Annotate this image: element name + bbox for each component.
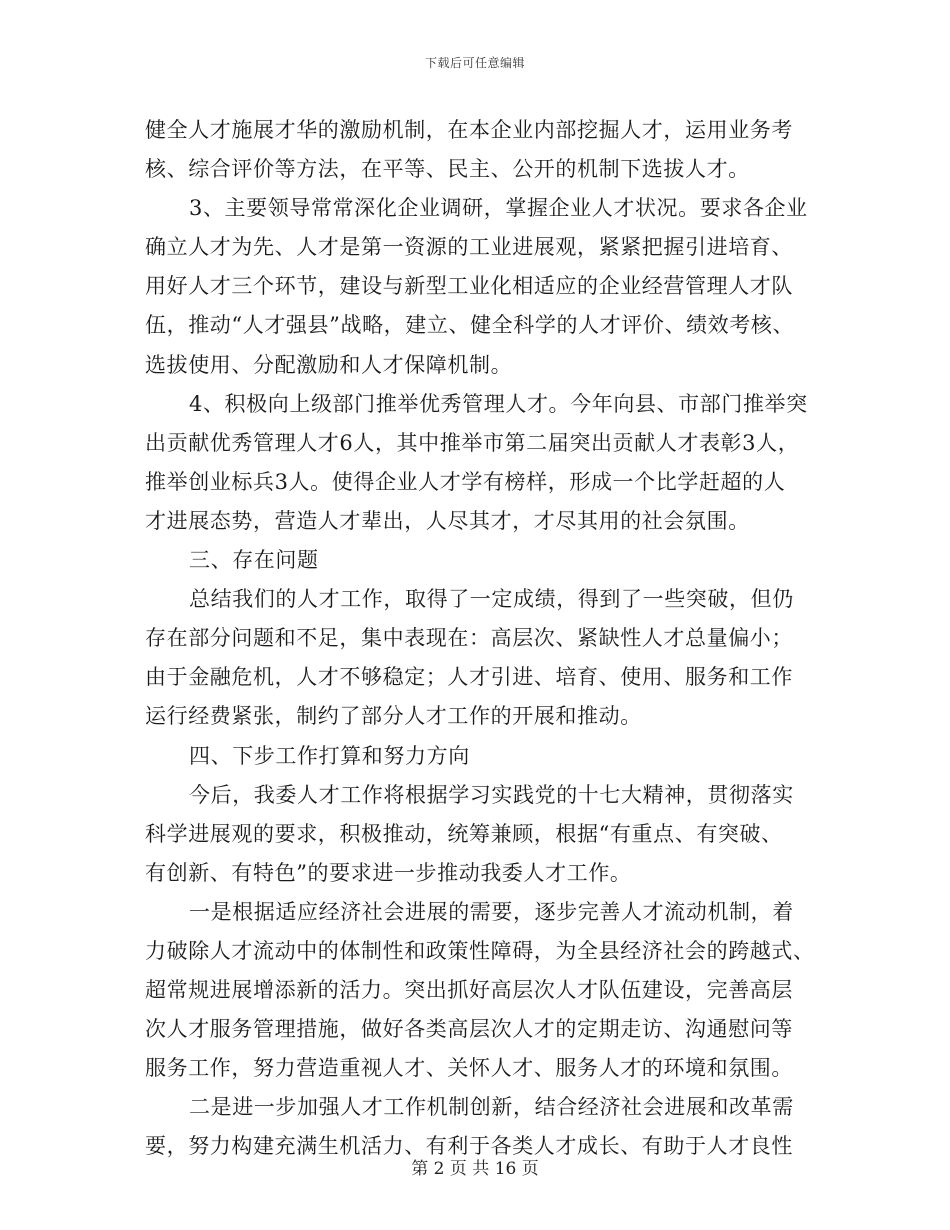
body-text (145, 111, 815, 1167)
text-line: 今后，我委人才工作将根据学习实践党的十七大精神，贯彻落实 (189, 782, 794, 807)
text-line: 3、主要领导常常深化企业调研，掌握企业人才状况。要求各企业 (189, 196, 808, 221)
text-line: 四、下步工作打算和努力方向 (189, 743, 470, 768)
text-line: 选拔使用、分配激励和人才保障机制。 (145, 352, 513, 377)
text-line: 有创新、有特色”的要求进一步推动我委人才工作。 (145, 860, 632, 885)
text-line: 一是根据适应经济社会进展的需要，逐步完善人才流动机制，着 (189, 899, 794, 924)
text-line: 核、综合评价等方法，在平等、民主、公开的机制下选拔人才。 (145, 157, 750, 182)
text-line: 才进展态势，营造人才辈出，人尽其才，才尽其用的社会氛围。 (145, 508, 750, 533)
text-line: 用好人才三个环节，建设与新型工业化相适应的企业经营管理人才队 (145, 274, 793, 299)
text-line: 二是进一步加强人才工作机制创新，结合经济社会进展和改革需 (189, 1095, 794, 1120)
text-line: 科学进展观的要求，积极推动，统筹兼顾，根据“有重点、有突破、 (145, 821, 783, 846)
text-line: 推举创业标兵3人。使得企业人才学有榜样，形成一个比学赶超的人 (145, 469, 786, 494)
text-line: 出贡献优秀管理人才6人，其中推举市第二届突出贡献人才表彰3人， (145, 430, 800, 455)
text-line: 健全人才施展才华的激励机制，在本企业内部挖掘人才，运用业务考 (145, 118, 793, 142)
text-line: 确立人才为先、人才是第一资源的工业进展观，紧紧把握引进培育、 (145, 235, 793, 260)
text-line: 超常规进展增添新的活力。突出抓好高层次人才队伍建设，完善高层 (145, 978, 793, 1003)
text-line: 总结我们的人才工作，取得了一定成绩，得到了一些突破，但仍 (189, 587, 794, 612)
text-line: 运行经费紧张，制约了部分人才工作的开展和推动。 (145, 704, 642, 729)
page-footer: 第 2 页 共 16 页 (411, 1159, 539, 1179)
text-line: 次人才服务管理措施，做好各类高层次人才的定期走访、沟通慰问等 (145, 1017, 793, 1042)
text-line: 4、积极向上级部门推举优秀管理人才。今年向县、市部门推举突 (189, 391, 808, 416)
text-line: 力破除人才流动中的体制性和政策性障碍，为全县经济社会的跨越式、 (145, 938, 815, 963)
text-line: 由于金融危机，人才不够稳定；人才引进、培育、使用、服务和工作 (145, 665, 793, 690)
text-line: 伍，推动“人才强县”战略，建立、健全科学的人才评价、绩效考核、 (145, 313, 795, 338)
text-line: 要，努力构建充满生机活力、有利于各类人才成长、有助于人才良性 (145, 1134, 793, 1159)
text-line: 服务工作，努力营造重视人才、关怀人才、服务人才的环境和氛围。 (145, 1056, 793, 1081)
text-line: 存在部分问题和不足，集中表现在：高层次、紧缺性人才总量偏小； (145, 626, 793, 651)
text-line: 三、存在问题 (189, 548, 319, 573)
page-header: 下载后可任意编辑 (424, 56, 525, 70)
